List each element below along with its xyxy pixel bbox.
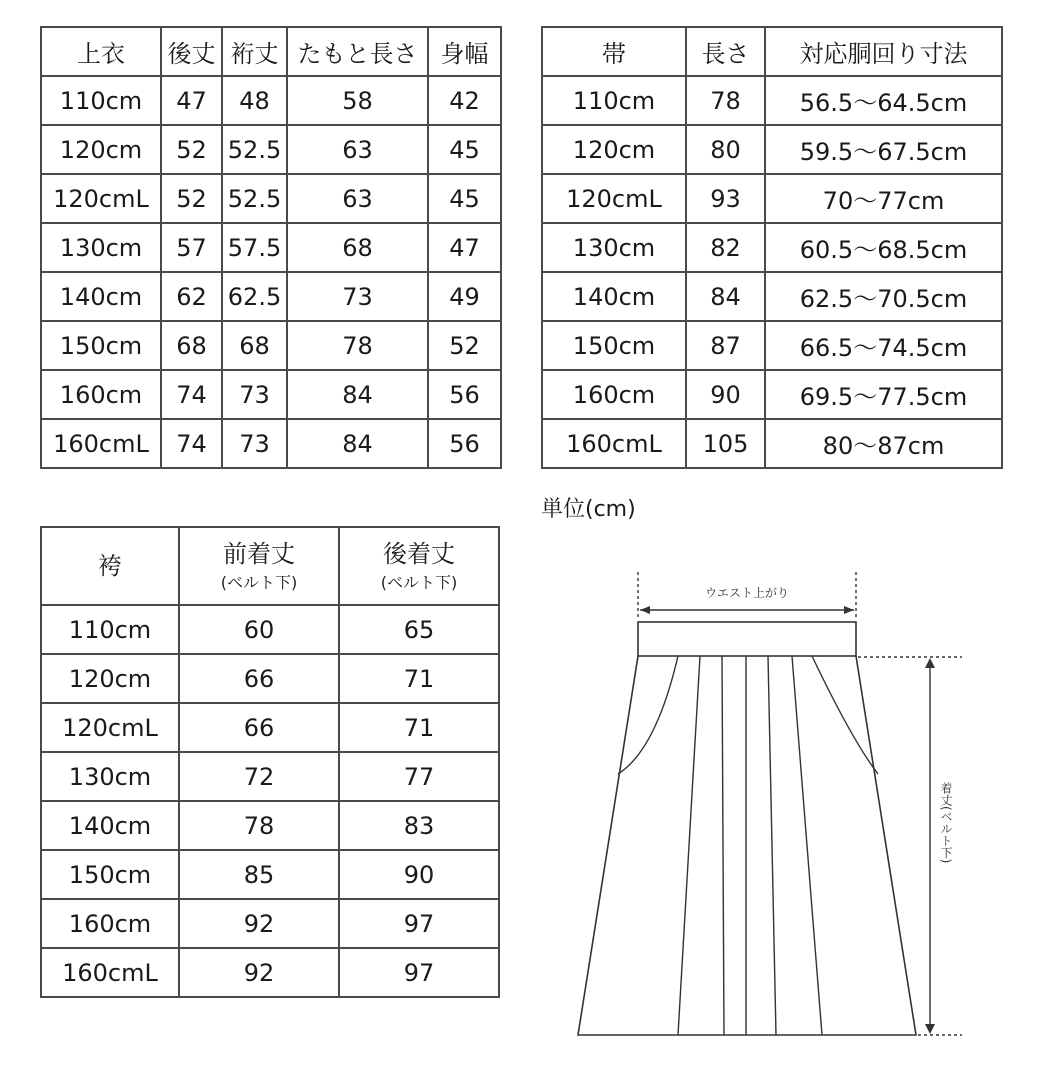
table-cell: 160cm [41,370,161,419]
table-cell: 52.5 [222,174,287,223]
table-cell: 77 [339,752,499,801]
column-header: 裄丈 [222,27,287,76]
table-cell: 56 [428,419,501,468]
table-cell: 69.5〜77.5cm [765,370,1002,419]
table-cell: 90 [686,370,765,419]
table-row [542,321,1002,370]
table-cell: 56 [428,370,501,419]
table-cell: 92 [179,948,339,997]
table-row [41,703,499,752]
table-cell: 73 [222,370,287,419]
table-cell: 130cm [41,752,179,801]
table-cell: 57 [161,223,222,272]
table-row [41,272,501,321]
table-cell: 150cm [41,321,161,370]
column-header: 後丈 [161,27,222,76]
table-cell: 140cm [542,272,686,321]
table-cell: 130cm [542,223,686,272]
table-cell: 87 [686,321,765,370]
table-cell: 105 [686,419,765,468]
table-row [41,223,501,272]
column-header [179,527,339,605]
table-cell: 160cmL [542,419,686,468]
table-cell: 92 [179,899,339,948]
table-cell: 57.5 [222,223,287,272]
table-cell: 160cm [41,899,179,948]
table-cell: 63 [287,174,428,223]
table-cell: 73 [287,272,428,321]
table-cell: 49 [428,272,501,321]
top-size-table [40,26,502,469]
hakama-size-table [40,526,500,998]
table-cell: 47 [428,223,501,272]
table-cell: 62.5 [222,272,287,321]
table-cell: 71 [339,703,499,752]
table-cell: 52.5 [222,125,287,174]
table-row [41,419,501,468]
column-header-main: 前着丈 [223,540,295,568]
table-cell: 52 [428,321,501,370]
column-header-main: 袴 [98,551,122,580]
table-cell: 59.5〜67.5cm [765,125,1002,174]
unit-label: 単位(cm) [541,497,636,522]
table-cell: 52 [161,174,222,223]
table-row [41,125,501,174]
column-header-sub: (ベルト下) [220,572,298,592]
table-cell: 120cm [41,125,161,174]
table-cell: 80〜87cm [765,419,1002,468]
table-cell: 71 [339,654,499,703]
table-cell: 110cm [41,605,179,654]
table-cell: 58 [287,76,428,125]
table-cell: 45 [428,174,501,223]
table-row [41,801,499,850]
table-cell: 120cmL [41,174,161,223]
hakama-diagram [560,560,980,1050]
column-header: 上衣 [41,27,161,76]
table-cell: 82 [686,223,765,272]
table-cell: 42 [428,76,501,125]
table-cell: 84 [287,370,428,419]
obi-size-table [541,26,1003,469]
column-header-sub: (ベルト下) [380,572,458,592]
table-cell: 110cm [542,76,686,125]
table-cell: 83 [339,801,499,850]
table-row [41,948,499,997]
table-cell: 62.5〜70.5cm [765,272,1002,321]
column-header [339,527,499,605]
table-row [542,419,1002,468]
table-cell: 62 [161,272,222,321]
table-cell: 65 [339,605,499,654]
table-cell: 150cm [542,321,686,370]
table-row [542,125,1002,174]
table-cell: 160cmL [41,419,161,468]
column-header [41,527,179,605]
table-cell: 120cmL [542,174,686,223]
table-cell: 160cmL [41,948,179,997]
table-row [542,370,1002,419]
table-cell: 120cm [41,654,179,703]
table-cell: 78 [287,321,428,370]
table-cell: 68 [222,321,287,370]
table-cell: 140cm [41,272,161,321]
table-cell: 85 [179,850,339,899]
table-cell: 74 [161,419,222,468]
table-cell: 97 [339,899,499,948]
table-cell: 73 [222,419,287,468]
table-cell: 66 [179,654,339,703]
table-header-row [542,27,1002,76]
table-cell: 160cm [542,370,686,419]
table-cell: 140cm [41,801,179,850]
table-cell: 60 [179,605,339,654]
table-cell: 52 [161,125,222,174]
table-cell: 110cm [41,76,161,125]
table-row [41,752,499,801]
table-cell: 120cmL [41,703,179,752]
table-header-row [41,27,501,76]
table-cell: 68 [161,321,222,370]
waist-rise-label: ウエスト上がり [704,586,790,600]
table-cell: 97 [339,948,499,997]
table-cell: 47 [161,76,222,125]
table-cell: 84 [287,419,428,468]
table-cell: 84 [686,272,765,321]
table-row [41,654,499,703]
table-cell: 60.5〜68.5cm [765,223,1002,272]
table-cell: 68 [287,223,428,272]
table-row [542,223,1002,272]
table-cell: 150cm [41,850,179,899]
table-cell: 66 [179,703,339,752]
table-cell: 80 [686,125,765,174]
table-cell: 78 [179,801,339,850]
table-cell: 93 [686,174,765,223]
length-label: 着丈(ベルト下) [939,782,953,864]
table-cell: 56.5〜64.5cm [765,76,1002,125]
table-cell: 63 [287,125,428,174]
column-header: 身幅 [428,27,501,76]
column-header: 対応胴回り寸法 [765,27,1002,76]
table-row [542,272,1002,321]
column-header: 長さ [686,27,765,76]
table-cell: 66.5〜74.5cm [765,321,1002,370]
table-row [41,174,501,223]
table-cell: 70〜77cm [765,174,1002,223]
column-header-main: 後着丈 [383,540,455,568]
table-row [41,899,499,948]
table-row [41,605,499,654]
table-row [542,76,1002,125]
table-cell: 45 [428,125,501,174]
table-row [41,850,499,899]
table-row [41,321,501,370]
table-cell: 130cm [41,223,161,272]
table-cell: 120cm [542,125,686,174]
table-cell: 78 [686,76,765,125]
table-header-row [41,527,499,605]
table-cell: 90 [339,850,499,899]
column-header: たもと長さ [287,27,428,76]
table-row [41,370,501,419]
table-cell: 72 [179,752,339,801]
table-row [542,174,1002,223]
column-header: 帯 [542,27,686,76]
table-cell: 74 [161,370,222,419]
table-row [41,76,501,125]
table-cell: 48 [222,76,287,125]
